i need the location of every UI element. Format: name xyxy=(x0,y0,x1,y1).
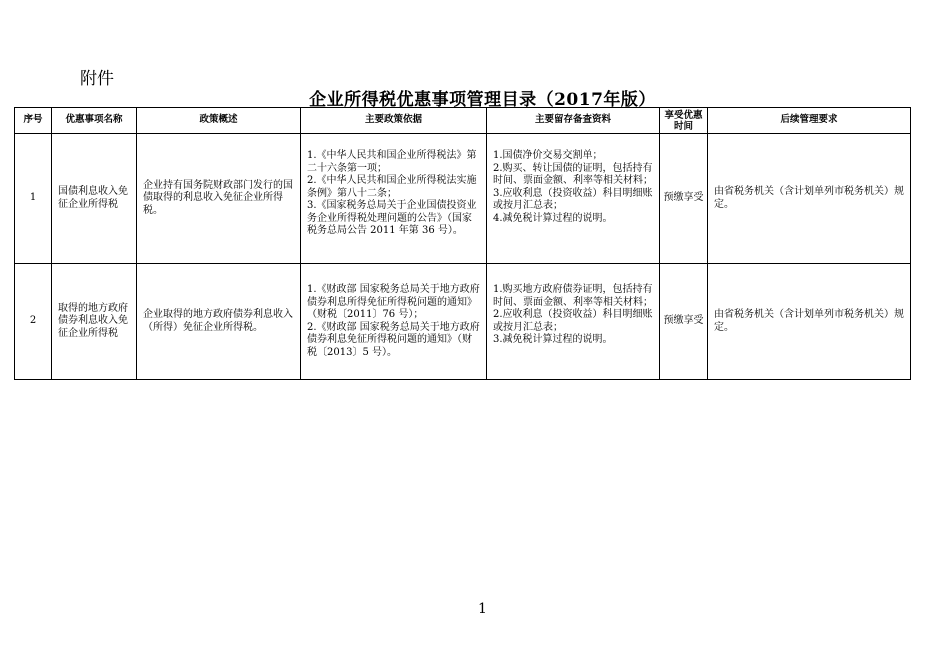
document-line: 1.国债净价交易交割单； xyxy=(493,150,603,161)
tax-incentive-table xyxy=(14,107,911,380)
cell-seq: 1 xyxy=(15,134,52,264)
table-row xyxy=(15,134,911,264)
cell-seq: 2 xyxy=(15,264,52,380)
table-header-row xyxy=(15,108,911,134)
page-number: 1 xyxy=(478,601,487,617)
cell-summary: 企业取得的地方政府债券利息收入（所得）免征企业所得税。 xyxy=(137,264,301,380)
document-line: 3.减免税计算过程的说明。 xyxy=(493,334,613,345)
table-row xyxy=(15,264,911,380)
col-header-name: 优惠事项名称 xyxy=(52,108,137,134)
cell-followup: 由省税务机关（含计划单列市税务机关）规定。 xyxy=(708,134,911,264)
basis-line: 2.《中华人民共和国企业所得税法实施条例》第八十二条； xyxy=(307,175,477,199)
col-header-summary: 政策概述 xyxy=(137,108,301,134)
col-header-basis: 主要政策依据 xyxy=(301,108,487,134)
col-header-seq: 序号 xyxy=(15,108,52,134)
cell-followup: 由省税务机关（含计划单列市税务机关）规定。 xyxy=(708,264,911,380)
col-header-followup: 后续管理要求 xyxy=(708,108,911,134)
basis-line: 1.《财政部 国家税务总局关于地方政府债券利息所得免征所得税问题的通知》（财税〔2011〕76 号）； xyxy=(307,284,480,320)
col-header-documents: 主要留存备查资料 xyxy=(487,108,660,134)
basis-line: 1.《中华人民共和国企业所得税法》第二十六条第一项； xyxy=(307,150,477,174)
document-line: 3.应收利息（投资收益）科目明细账或按月汇总表； xyxy=(493,187,653,211)
basis-line: 3.《国家税务总局关于企业国债投资业务企业所得税处理问题的公告》（国家税务总局公告 2011 年第 36 号）。 xyxy=(307,200,477,236)
cell-timing: 预缴享受 xyxy=(660,264,708,380)
document-line: 4.减免税计算过程的说明。 xyxy=(493,212,613,224)
basis-line: 2.《财政部 国家税务总局关于地方政府债券利息免征所得税问题的通知》（财税〔2013〕5 号）。 xyxy=(307,321,480,358)
cell-basis xyxy=(301,134,487,264)
document-line: 2.应收利息（投资收益）科目明细账或按月汇总表； xyxy=(493,309,653,333)
document-title: 企业所得税优惠事项管理目录（2017年版） xyxy=(309,90,656,110)
cell-timing: 预缴享受 xyxy=(660,134,708,264)
attachment-label: 附件 xyxy=(80,69,114,89)
cell-documents xyxy=(487,134,660,264)
cell-basis xyxy=(301,264,487,380)
col-header-timing: 享受优惠时间 xyxy=(660,108,708,134)
document-line: 2.购买、转让国债的证明，包括持有时间、票面金额、利率等相关材料； xyxy=(493,162,653,186)
cell-documents xyxy=(487,264,660,380)
cell-name: 取得的地方政府债券利息收入免征企业所得税 xyxy=(52,264,137,380)
cell-summary: 企业持有国务院财政部门发行的国债取得的利息收入免征企业所得税。 xyxy=(137,134,301,264)
document-line: 1.购买地方政府债券证明，包括持有时间、票面金额、利率等相关材料； xyxy=(493,284,653,308)
cell-name: 国债利息收入免征企业所得税 xyxy=(52,134,137,264)
